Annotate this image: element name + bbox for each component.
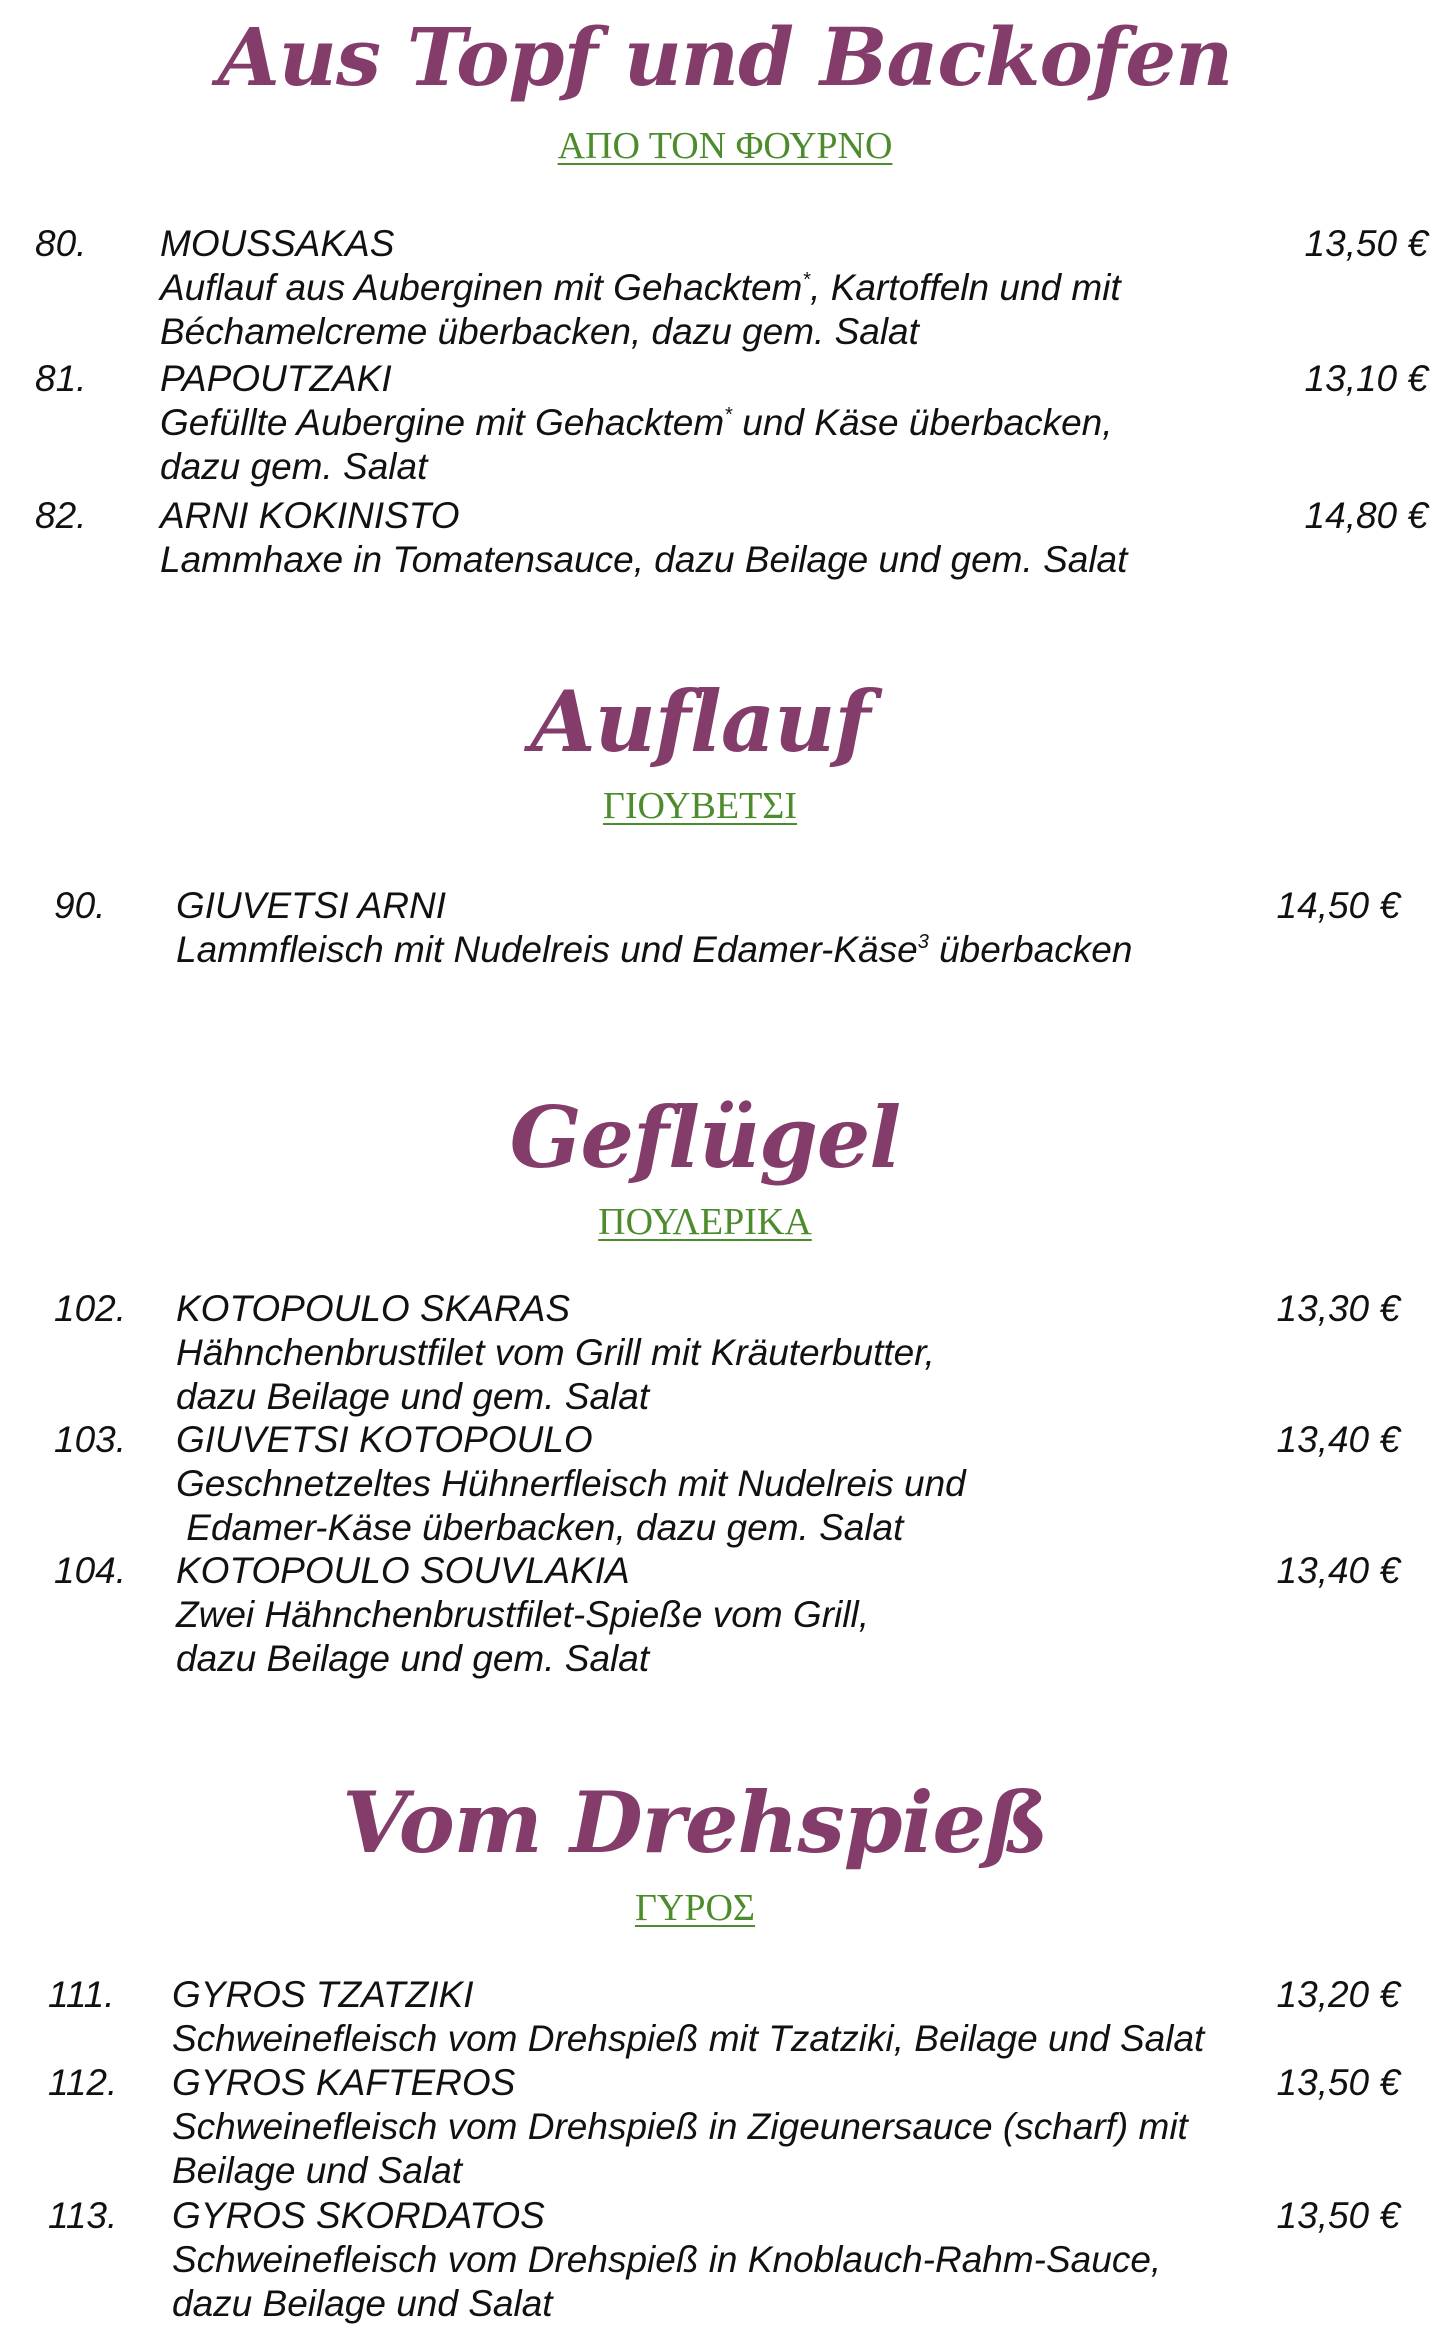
item-price: 14,50 €	[1276, 885, 1400, 926]
description-line-1: Lammhaxe in Tomatensauce, dazu Beilage und gem. Salat	[160, 539, 1128, 580]
description-line-1: Zwei Hähnchenbrustfilet-Spieße vom Grill,	[176, 1594, 869, 1635]
item-number: 81.	[35, 358, 87, 399]
item-price: 14,80 €	[1304, 495, 1428, 536]
item-number: 104.	[54, 1550, 127, 1591]
item-price: 13,50 €	[1276, 2062, 1400, 2103]
description-line-2: dazu Beilage und gem. Salat	[176, 1376, 650, 1417]
item-number: 111.	[48, 1974, 115, 2015]
section-title: Auflauf	[530, 672, 870, 771]
item-name: GYROS TZATZIKI	[172, 1974, 474, 2015]
description-line-1: Auflauf aus Auberginen mit Gehacktem	[160, 267, 803, 308]
item-name: ARNI KOKINISTO	[160, 495, 460, 536]
item-description	[176, 928, 1132, 972]
item-price: 13,30 €	[1276, 1288, 1400, 1329]
item-price: 13,40 €	[1276, 1419, 1400, 1460]
item-description	[160, 401, 1113, 489]
description-line-1: Geschnetzeltes Hühnerfleisch mit Nudelreis und	[176, 1463, 966, 1504]
section-subtitle: ΓΥΡΟΣ	[634, 1887, 756, 1929]
description-line-1: Schweinefleisch vom Drehspieß in Zigeunersauce (scharf) mit	[172, 2106, 1188, 2147]
item-price: 13,40 €	[1276, 1550, 1400, 1591]
item-price: 13,50 €	[1304, 223, 1428, 264]
description-line-1: Hähnchenbrustfilet vom Grill mit Kräuterbutter,	[176, 1332, 935, 1373]
description-line-1-rest: und Käse überbacken,	[731, 402, 1113, 443]
item-name: GIUVETSI ARNI	[176, 885, 447, 926]
footnote-marker: *	[802, 269, 811, 291]
item-description	[176, 1462, 966, 1550]
description-line-2: Edamer-Käse überbacken, dazu gem. Salat	[176, 1507, 904, 1548]
item-number: 80.	[35, 223, 87, 264]
description-line-1: Lammfleisch mit Nudelreis und Edamer-Käse	[176, 929, 918, 970]
description-line-2: dazu Beilage und Salat	[172, 2283, 553, 2324]
item-description	[172, 2105, 1188, 2193]
section-subtitle: ΑΠΟ ΤΟΝ ΦΟΥΡΝΟ	[557, 125, 893, 167]
description-line-2: Beilage und Salat	[172, 2150, 463, 2191]
description-line-2: dazu Beilage und gem. Salat	[176, 1638, 650, 1679]
item-name: GYROS SKORDATOS	[172, 2195, 545, 2236]
section-title: Vom Drehspieß	[342, 1773, 1048, 1872]
item-number: 103.	[54, 1419, 127, 1460]
item-price: 13,20 €	[1276, 1974, 1400, 2015]
item-number: 112.	[48, 2062, 118, 2103]
item-name: KOTOPOULO SKARAS	[176, 1288, 571, 1329]
description-line-1-rest: , Kartoffeln und mit	[810, 267, 1121, 308]
description-line-2: Béchamelcreme überbacken, dazu gem. Salat	[160, 311, 919, 352]
section-subtitle: ΓΙΟΥΒΕΤΣΙ	[602, 785, 798, 827]
item-name: PAPOUTZAKI	[160, 358, 392, 399]
item-description	[172, 2017, 1204, 2061]
item-name: KOTOPOULO SOUVLAKIA	[176, 1550, 630, 1591]
item-description	[176, 1331, 935, 1419]
item-number: 90.	[54, 885, 106, 926]
description-line-1: Gefüllte Aubergine mit Gehacktem	[160, 402, 725, 443]
section-title: Aus Topf und Backofen	[217, 10, 1233, 104]
section-title: Geflügel	[509, 1088, 901, 1187]
footnote-marker: *	[724, 404, 732, 426]
item-description	[160, 266, 1121, 354]
item-number: 113.	[48, 2195, 118, 2236]
section-subtitle: ΠΟΥΛΕΡΙΚΑ	[598, 1201, 812, 1243]
item-number: 82.	[35, 495, 87, 536]
item-price: 13,50 €	[1276, 2195, 1400, 2236]
footnote-marker: 3	[917, 931, 929, 953]
item-description	[160, 538, 1127, 582]
item-description	[172, 2238, 1161, 2326]
item-description	[176, 1593, 869, 1681]
description-line-2: dazu gem. Salat	[160, 446, 428, 487]
description-line-1-rest: überbacken	[928, 929, 1133, 970]
item-name: MOUSSAKAS	[160, 223, 395, 264]
item-name: GYROS KAFTEROS	[172, 2062, 516, 2103]
item-price: 13,10 €	[1304, 358, 1428, 399]
item-name: GIUVETSI KOTOPOULO	[176, 1419, 593, 1460]
description-line-1: Schweinefleisch vom Drehspieß in Knoblauch-Rahm-Sauce,	[172, 2239, 1162, 2280]
item-number: 102.	[54, 1288, 127, 1329]
description-line-1: Schweinefleisch vom Drehspieß mit Tzatziki, Beilage und Salat	[172, 2018, 1205, 2059]
